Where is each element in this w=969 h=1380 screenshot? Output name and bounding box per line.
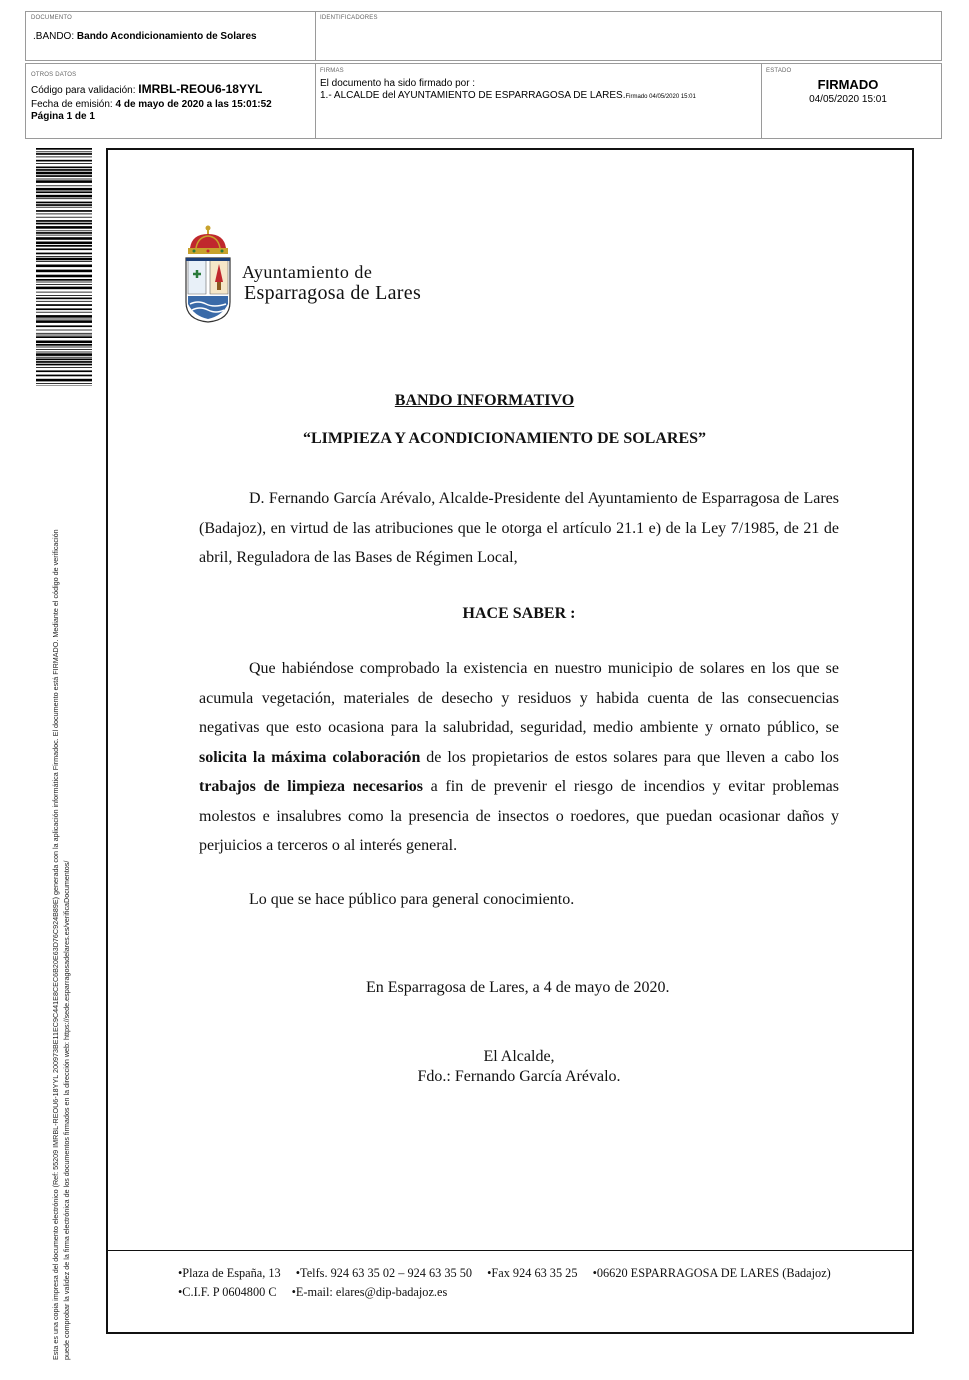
firmas-line2: [320, 90, 696, 103]
barcode-bar: [36, 188, 92, 191]
barcode-bar: [36, 237, 92, 240]
side-text-line1: Esta es una copia impresa del documento electrónico (Ref: 55209 IMRBL-REOU6-18YYL 200973BE11EC9C441E8CEC6B20E63D76C924B89E) generada con la aplicación informática Firmadoc. El documento está FIRMADO. Mediante el código de verificación: [51, 529, 60, 1360]
intro-paragraph: D. Fernando García Arévalo, Alcalde-Presidente del Ayuntamiento de Esparragosa de Lares (Badajoz), en virtud de las atribuciones que le otorga el artículo 21.1 e) de la Ley 7/1985, de 21 de abril, Reguladora de las Bases de Régimen Local,: [199, 490, 839, 566]
codigo-validacion: [31, 84, 262, 96]
barcode-bar: [36, 210, 92, 212]
codigo-value: IMRBL-REOU6-18YYL: [138, 82, 263, 96]
barcode-bar: [36, 232, 92, 234]
barcode: [36, 148, 92, 386]
barcode-bar: [36, 258, 92, 261]
barcode-bar: [36, 353, 92, 356]
main-paragraph-part1: Que habiéndose comprobado la existencia en nuestro municipio de solares en los que se acumula vegetación, materiales de desecho y residuos y habida cuenta de las consecuencias negativas que esto ocasiona para la salubridad, seguridad, medio ambiente y ornato público, se: [199, 660, 839, 736]
main-paragraph-bold1: solicita la máxima colaboración: [199, 748, 421, 766]
barcode-bar: [36, 341, 92, 344]
barcode-bar: [36, 308, 92, 310]
barcode-bar: [36, 169, 92, 171]
barcode-bar: [36, 359, 92, 361]
barcode-bar: [36, 185, 92, 186]
barcode-bar: [36, 151, 92, 152]
bando-subtitle: “LIMPIEZA Y ACONDICIONAMIENTO DE SOLARES”: [302, 430, 707, 447]
firmas-small: Firmado 04/05/2020 15:01: [625, 94, 696, 100]
barcode-bar: [36, 157, 92, 158]
barcode-bar: [36, 361, 92, 363]
barcode-bar: [36, 319, 92, 320]
footer-divider: [106, 1250, 914, 1251]
footer-city: •06620 ESPARRAGOSA DE LARES (Badajoz): [592, 1266, 831, 1280]
barcode-bar: [36, 315, 92, 318]
barcode-bar: [36, 270, 92, 273]
barcode-bar: [36, 357, 92, 358]
footer-email: •E-mail: elares@dip-badajoz.es: [291, 1285, 448, 1299]
barcode-bar: [36, 235, 92, 236]
barcode-bar: [36, 325, 92, 327]
identificadores-label: IDENTIFICADORES: [320, 15, 378, 21]
barcode-bar: [36, 320, 92, 323]
bando-title: [0, 392, 969, 410]
fecha-value: 4 de mayo de 2020 a las 15:01:52: [115, 99, 272, 110]
barcode-bar: [36, 304, 92, 306]
main-paragraph: [199, 654, 839, 861]
barcode-bar: [36, 256, 92, 257]
otros-datos-label: OTROS DATOS: [31, 72, 77, 78]
verification-side-text: [50, 380, 72, 1360]
firmas-line1: El documento ha sido firmado por :: [320, 78, 476, 89]
footer-address: •Plaza de España, 13: [178, 1266, 281, 1280]
barcode-bar: [36, 261, 92, 262]
barcode-bar: [36, 284, 92, 285]
barcode-bar: [36, 333, 92, 334]
closing-sentence: Lo que se hace público para general conocimiento.: [249, 891, 575, 908]
barcode-bar: [36, 204, 92, 206]
header-divider: [315, 63, 316, 139]
barcode-bar: [36, 160, 92, 162]
hace-saber-heading: HACE SABER :: [462, 605, 576, 622]
footer-cif: •C.I.F. P 0604800 C: [178, 1285, 277, 1299]
documento-label: DOCUMENTO: [31, 15, 73, 21]
barcode-bar: [36, 148, 92, 150]
barcode-bar: [36, 347, 92, 348]
footer-phones: •Telfs. 924 63 35 02 – 924 63 35 50: [295, 1266, 473, 1280]
barcode-bar: [36, 245, 92, 247]
barcode-bar: [36, 242, 92, 245]
signature-block: [0, 1047, 969, 1087]
barcode-bar: [36, 230, 92, 231]
barcode-bar: [36, 198, 92, 199]
org-name-line2: Esparragosa de Lares: [244, 282, 422, 304]
barcode-bar: [36, 287, 92, 290]
barcode-bar: [36, 207, 92, 208]
codigo-label: Código para validación:: [31, 85, 136, 96]
estado-value: FIRMADO: [817, 77, 879, 92]
bando-title-text: BANDO INFORMATIVO: [394, 392, 575, 409]
barcode-bar: [36, 336, 92, 338]
documento-title: [33, 31, 257, 42]
barcode-bar: [36, 344, 92, 346]
barcode-bar: [36, 279, 92, 281]
barcode-bar: [36, 370, 92, 372]
barcode-bar: [36, 349, 92, 350]
barcode-bar: [36, 367, 92, 368]
barcode-bar: [36, 295, 92, 296]
firmante: 1.- ALCALDE del AYUNTAMIENTO DE ESPARRAGOSA DE LARES.: [320, 90, 626, 101]
barcode-bar: [36, 352, 92, 353]
barcode-bar: [36, 153, 92, 155]
footer-row-2: [178, 1285, 459, 1300]
barcode-bar: [36, 202, 92, 204]
barcode-bar: [36, 330, 92, 331]
main-paragraph-bold2: trabajos de limpieza necesarios: [199, 778, 423, 795]
barcode-bar: [36, 195, 92, 198]
estado-date: 04/05/2020 15:01: [809, 94, 887, 105]
estado-label: ESTADO: [766, 68, 792, 74]
barcode-bar: [36, 163, 92, 164]
main-paragraph-part3: a fin de prevenir el riesgo de incendios y evitar problemas molestos e insalubres como la presencia de insectos o roedores, que puedan ocasionar daños y perjuicios a terceros o al interés general.: [199, 778, 839, 854]
barcode-bar: [36, 375, 92, 377]
barcode-bar: [36, 292, 92, 293]
place-date: En Esparragosa de Lares, a 4 de mayo de 2020.: [366, 979, 670, 996]
barcode-bar: [36, 335, 92, 336]
barcode-bar: [36, 179, 92, 180]
barcode-bar: [36, 226, 92, 229]
barcode-bar: [36, 220, 92, 222]
barcode-bar: [36, 175, 92, 177]
barcode-bar: [36, 265, 92, 268]
barcode-bar: [36, 312, 92, 313]
footer-row-1: [178, 1266, 843, 1281]
header-divider: [315, 11, 316, 61]
barcode-bar: [36, 282, 92, 283]
documento-name: Bando Acondicionamiento de Solares: [76, 31, 257, 42]
org-name-line1: Ayuntamiento de: [242, 262, 373, 282]
firmas-label: FIRMAS: [320, 68, 344, 74]
fecha-label: Fecha de emisión:: [31, 99, 113, 110]
barcode-bar: [36, 275, 92, 278]
barcode-bar: [36, 223, 92, 225]
barcode-bar: [36, 180, 92, 183]
barcode-bar: [36, 253, 92, 255]
barcode-bar: [36, 167, 92, 169]
main-paragraph-part2: de los propietarios de estos solares para que lleven a cabo los: [420, 748, 839, 766]
fecha-emision: [31, 99, 272, 110]
signature-role: El Alcalde,: [483, 1048, 555, 1065]
barcode-bar: [36, 217, 92, 218]
barcode-bar: [36, 214, 92, 215]
documento-prefix: .BANDO:: [33, 31, 75, 42]
pagina-label: [31, 111, 95, 122]
barcode-bar: [36, 191, 92, 193]
footer-fax: •Fax 924 63 35 25: [487, 1266, 578, 1280]
barcode-bar: [36, 248, 92, 250]
barcode-bar: [36, 301, 92, 302]
coat-of-arms-icon: [182, 224, 234, 324]
barcode-bar: [36, 172, 92, 175]
pagina-value: Página 1 de 1: [31, 111, 95, 122]
barcode-bar: [36, 364, 92, 366]
signature-name: Fdo.: Fernando García Arévalo.: [417, 1068, 621, 1085]
side-text-line2: puede comprobar la validez de la firma electrónica de los documentos firmados en la dirección web: https://sede.esparragosadelares.es/verificaDocumentos/: [62, 860, 71, 1360]
barcode-bar: [36, 298, 92, 300]
